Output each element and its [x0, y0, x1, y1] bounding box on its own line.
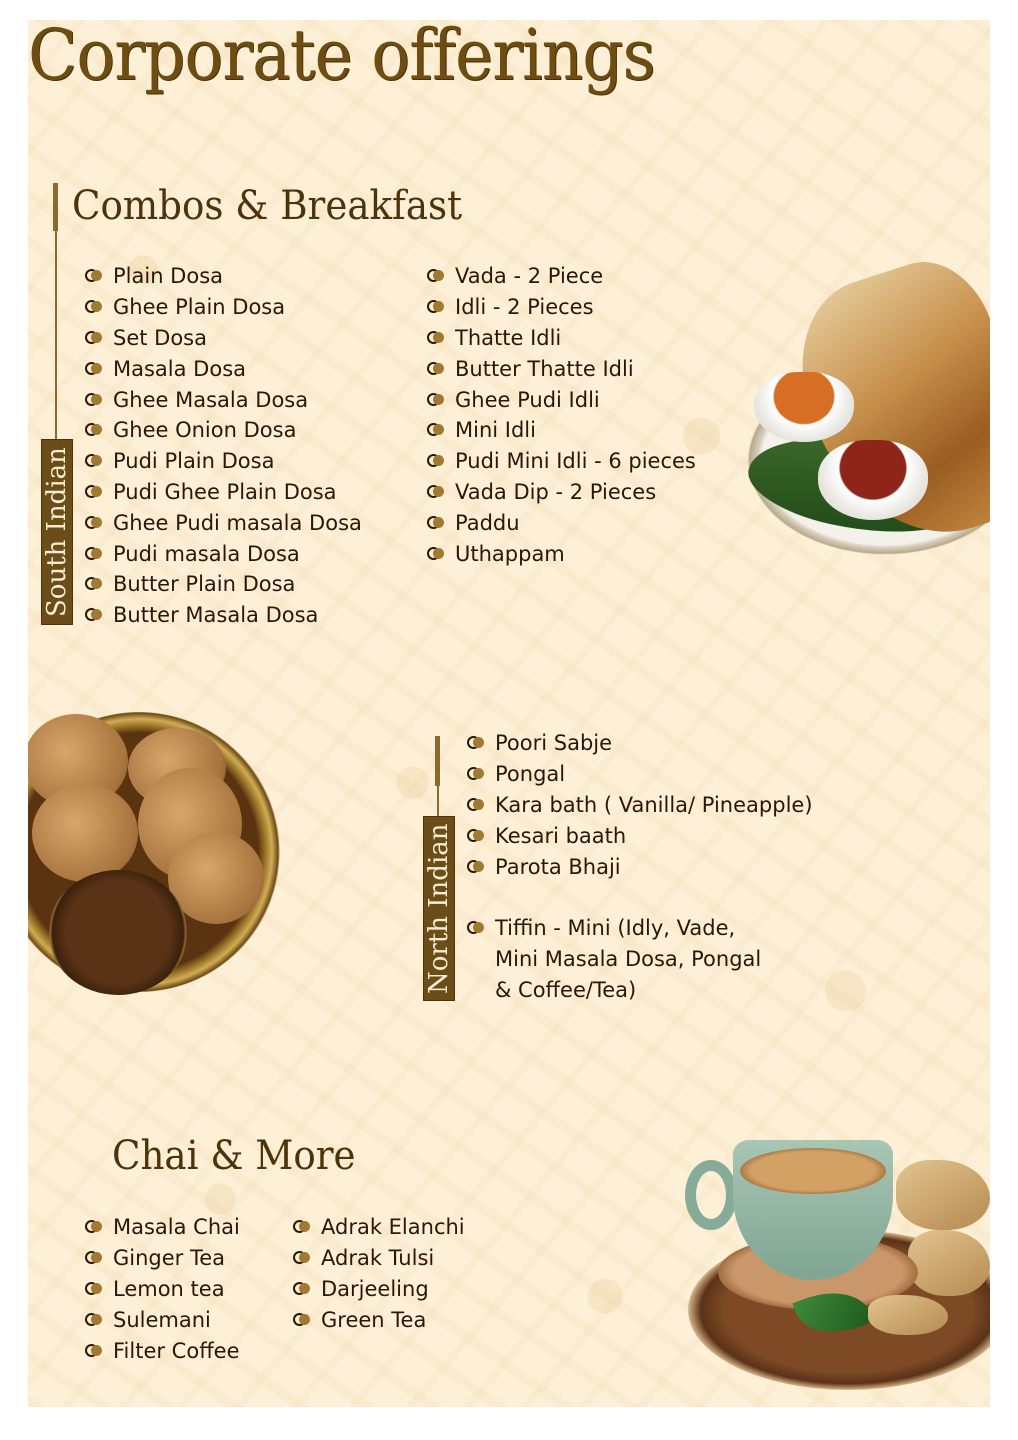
- menu-item: Idli - 2 Pieces: [427, 292, 696, 323]
- menu-item: Adrak Elanchi: [293, 1212, 465, 1243]
- bullet-icon: [467, 829, 489, 843]
- bullet-icon: [467, 767, 489, 781]
- cup-handle-image: [685, 1160, 737, 1230]
- menu-item: Ginger Tea: [85, 1243, 240, 1274]
- bullet-icon: [85, 393, 107, 407]
- bullet-icon: [427, 331, 449, 345]
- menu-item: Darjeeling: [293, 1274, 465, 1305]
- bullet-icon: [85, 269, 107, 283]
- tiffin-item: [467, 913, 761, 1005]
- ginger-image: [908, 1230, 990, 1296]
- bullet-icon: [85, 362, 107, 376]
- menu-item: Ghee Onion Dosa: [85, 415, 362, 446]
- menu-item: Mini Idli: [427, 415, 696, 446]
- menu-item: Thatte Idli: [427, 323, 696, 354]
- bullet-icon: [85, 300, 107, 314]
- menu-item: Pudi masala Dosa: [85, 538, 362, 569]
- menu-item: Masala Chai: [85, 1212, 240, 1243]
- menu-item: Uthappam: [427, 538, 696, 569]
- bullet-icon: [85, 516, 107, 530]
- bullet-icon: [467, 798, 489, 812]
- menu-item-continuation: Mini Masala Dosa, Pongal: [495, 947, 762, 972]
- bullet-icon: [427, 269, 449, 283]
- category-label-north-indian: North Indian: [423, 816, 455, 1001]
- menu-item: Butter Plain Dosa: [85, 569, 362, 600]
- bullet-icon: [85, 1313, 107, 1327]
- bullet-icon: [85, 1220, 107, 1234]
- ginger-slice-image: [868, 1295, 948, 1335]
- bullet-icon: [85, 331, 107, 345]
- menu-item: Pongal: [467, 759, 813, 790]
- bullet-icon: [427, 485, 449, 499]
- bullet-icon: [467, 736, 489, 750]
- menu-item: Butter Thatte Idli: [427, 353, 696, 384]
- bullet-icon: [293, 1282, 315, 1296]
- menu-item: Masala Dosa: [85, 353, 362, 384]
- menu-item: Ghee Masala Dosa: [85, 384, 362, 415]
- menu-item: Ghee Pudi masala Dosa: [85, 507, 362, 538]
- menu-item: Kesari baath: [467, 820, 813, 851]
- sambar-bowl-image: [754, 372, 854, 442]
- menu-item: Ghee Pudi Idli: [427, 384, 696, 415]
- bullet-icon: [85, 423, 107, 437]
- menu-item-continuation: & Coffee/Tea): [495, 977, 637, 1002]
- poori-image: [32, 784, 138, 882]
- bullet-icon: [427, 300, 449, 314]
- menu-item: Kara bath ( Vanilla/ Pineapple): [467, 790, 813, 821]
- bullet-icon: [467, 860, 489, 874]
- bullet-icon: [427, 547, 449, 561]
- section-accent-bar: [435, 736, 440, 786]
- section-connector-line: [55, 231, 57, 439]
- menu-item: Butter Masala Dosa: [85, 600, 362, 631]
- menu-item: Tiffin - Mini (Idly, Vade,: [467, 913, 761, 944]
- menu-item: Set Dosa: [85, 323, 362, 354]
- tea-image: [740, 1148, 886, 1194]
- section-connector-line: [437, 786, 439, 816]
- section-accent-bar: [53, 183, 58, 231]
- bullet-icon: [293, 1251, 315, 1265]
- menu-item: Adrak Tulsi: [293, 1243, 465, 1274]
- bullet-icon: [85, 577, 107, 591]
- chai-list-right: [293, 1212, 465, 1335]
- menu-item: Pudi Ghee Plain Dosa: [85, 477, 362, 508]
- menu-item: Sulemani: [85, 1304, 240, 1335]
- menu-item: Poori Sabje: [467, 728, 813, 759]
- menu-item: Ghee Plain Dosa: [85, 292, 362, 323]
- menu-item: Paddu: [427, 507, 696, 538]
- north-indian-list: [467, 728, 813, 882]
- menu-item: Vada - 2 Piece: [427, 261, 696, 292]
- menu-item: Vada Dip - 2 Pieces: [427, 477, 696, 508]
- bullet-icon: [85, 454, 107, 468]
- bullet-icon: [85, 1344, 107, 1358]
- menu-item: Pudi Plain Dosa: [85, 446, 362, 477]
- menu-item: Filter Coffee: [85, 1335, 240, 1366]
- bullet-icon: [427, 423, 449, 437]
- bullet-icon: [85, 1251, 107, 1265]
- bullet-icon: [85, 485, 107, 499]
- menu-item: Green Tea: [293, 1304, 465, 1335]
- menu-page: [28, 20, 990, 1407]
- bullet-icon: [293, 1220, 315, 1234]
- bullet-icon: [427, 454, 449, 468]
- bullet-icon: [427, 516, 449, 530]
- category-label-south-indian: South Indian: [41, 439, 73, 625]
- ginger-image: [896, 1160, 990, 1230]
- chutney-bowl-image: [818, 440, 928, 520]
- bullet-icon: [427, 393, 449, 407]
- page-title: Corporate offerings: [28, 20, 655, 96]
- bullet-icon: [293, 1313, 315, 1327]
- south-indian-list-right: [427, 261, 696, 569]
- combos-heading: Combos & Breakfast: [72, 183, 463, 229]
- bullet-icon: [85, 1282, 107, 1296]
- menu-item: Plain Dosa: [85, 261, 362, 292]
- bullet-icon: [467, 921, 489, 935]
- chai-heading: Chai & More: [112, 1133, 356, 1179]
- menu-item: Lemon tea: [85, 1274, 240, 1305]
- chai-list-left: [85, 1212, 240, 1366]
- chana-bowl-image: [48, 870, 188, 995]
- menu-item: Pudi Mini Idli - 6 pieces: [427, 446, 696, 477]
- south-indian-list-left: [85, 261, 362, 631]
- bullet-icon: [85, 608, 107, 622]
- bullet-icon: [85, 547, 107, 561]
- bullet-icon: [427, 362, 449, 376]
- menu-item: Parota Bhaji: [467, 851, 813, 882]
